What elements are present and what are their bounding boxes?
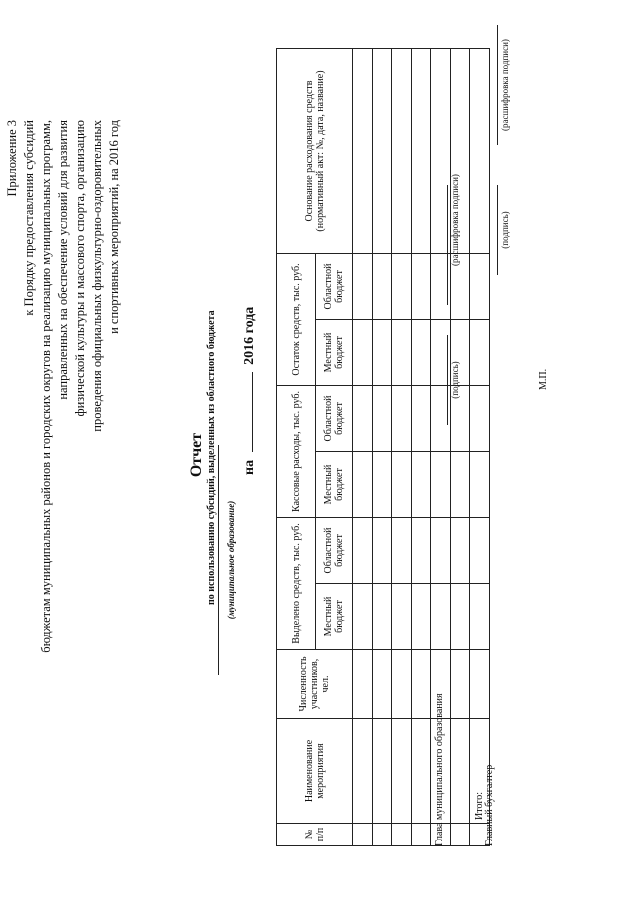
appendix-line: Приложение 3 — [5, 120, 19, 197]
subheader-regional: Областной бюджет — [316, 517, 353, 583]
header-allocated: Выделено средств, тыс. руб. — [277, 517, 316, 649]
accountant-signature-line — [496, 185, 498, 275]
head-signature-line — [446, 335, 448, 425]
date-prefix: на — [242, 459, 257, 475]
date-suffix: 2016 года — [242, 306, 257, 365]
municipality-blank-line — [217, 445, 219, 675]
date-blank-line — [240, 372, 253, 452]
accountant-decode-line — [496, 25, 498, 145]
subheader-local: Местный бюджет — [316, 319, 353, 385]
appendix-header — [4, 120, 123, 740]
head-signature-label: Глава муниципального образования — [434, 693, 445, 846]
municipality-caption: (муниципальное образование) — [226, 500, 236, 620]
subheader-regional: Областной бюджет — [316, 253, 353, 319]
accountant-signature-caption: (подпись) — [500, 211, 510, 249]
header-cash-expenses: Кассовые расходы, тыс. руб. — [277, 385, 316, 517]
appendix-line: физической культуры и массового спорта, организацию — [73, 120, 87, 417]
head-decode-line — [446, 185, 448, 305]
table-row — [411, 48, 431, 845]
head-decode-caption: (расшифровка подписи) — [450, 174, 460, 266]
table-row — [353, 48, 373, 845]
report-subtitle: по использованию субсидий, выделенных из областного бюджета — [206, 310, 217, 605]
header-number: № п/п — [277, 824, 353, 846]
accountant-decode-caption: (расшифровка подписи) — [500, 39, 510, 131]
report-date — [240, 175, 258, 475]
appendix-line: проведения официальных физкультурно-оздоровительных — [90, 120, 104, 432]
accountant-signature-label: Главный бухгалтер — [484, 764, 495, 846]
appendix-line: бюджетам муниципальных районов и городских округов на реализацию муниципальных программ, — [39, 120, 53, 653]
header-event-name: Наименование мероприятия — [277, 719, 353, 824]
total-label: Итого: — [470, 719, 490, 824]
report-title: Отчет — [188, 432, 205, 478]
table-row — [392, 48, 412, 845]
table-row — [372, 48, 392, 845]
subheader-local: Местный бюджет — [316, 451, 353, 517]
appendix-line: к Порядку предоставления субсидий — [22, 120, 36, 316]
header-balance: Остаток средств, тыс. руб. — [277, 253, 316, 385]
header-participants: Численность участников, чел. — [277, 650, 353, 719]
head-signature-caption: (подпись) — [450, 361, 460, 399]
appendix-line: и спортивных мероприятий, на 2016 год — [107, 120, 121, 334]
total-row — [470, 48, 490, 845]
stamp-placeholder: М.П. — [538, 368, 549, 390]
header-basis: Основание расходования средств (нормативный акт: №, дата, название) — [277, 48, 353, 253]
subheader-local: Местный бюджет — [316, 584, 353, 650]
subheader-regional: Областной бюджет — [316, 385, 353, 451]
appendix-line: направленных на обеспечение условий для развития — [56, 120, 70, 400]
